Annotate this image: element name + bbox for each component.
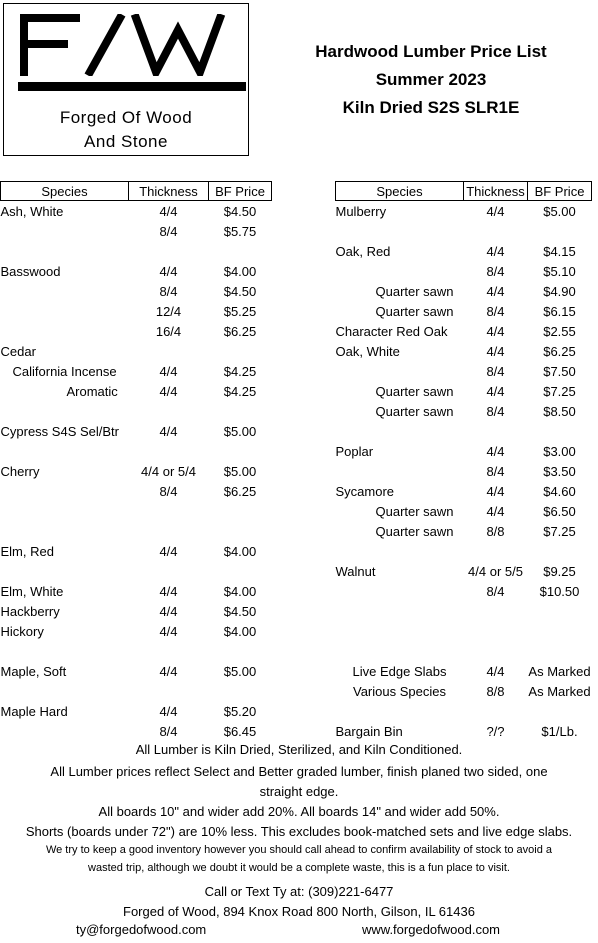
table-row xyxy=(1,721,272,741)
table-row xyxy=(336,501,592,521)
price-cell: $1/Lb. xyxy=(541,723,578,739)
species-cell xyxy=(336,261,464,281)
price-cell: $6.25 xyxy=(223,323,257,339)
price-cell xyxy=(528,701,592,721)
price-cell: $9.25 xyxy=(543,563,576,579)
thickness-cell: 8/4 xyxy=(159,483,178,499)
table-row xyxy=(336,561,592,581)
price-cell: $2.55 xyxy=(543,323,576,339)
thickness-cell: 4/4 xyxy=(159,263,178,279)
table-row xyxy=(1,261,272,281)
thickness-cell: 4/4 or 5/5 xyxy=(468,563,523,579)
species-cell xyxy=(1,301,129,321)
species-cell: Quarter sawn xyxy=(375,523,454,539)
table-row xyxy=(1,641,272,661)
price-cell: $7.25 xyxy=(543,383,576,399)
table-row xyxy=(1,621,272,641)
species-cell xyxy=(336,581,464,601)
page-title: Hardwood Lumber Price List xyxy=(315,42,547,61)
species-cell: Quarter sawn xyxy=(375,303,454,319)
species-cell: Ash, White xyxy=(0,203,64,219)
thickness-cell: 4/4 xyxy=(159,603,178,619)
table-row xyxy=(1,241,272,261)
price-cell: $5.20 xyxy=(223,703,257,719)
species-cell: Cedar xyxy=(0,343,36,359)
table-row xyxy=(1,581,272,601)
table-row xyxy=(1,561,272,581)
species-cell: Various Species xyxy=(353,683,446,699)
table-row xyxy=(1,701,272,721)
price-cell: $5.25 xyxy=(223,303,257,319)
species-header: Species xyxy=(1,182,129,201)
thickness-cell: 8/4 xyxy=(486,583,505,599)
thickness-cell xyxy=(464,701,528,721)
price-cell xyxy=(528,621,592,641)
table-row xyxy=(336,281,592,301)
table-row xyxy=(336,381,592,401)
species-cell: Quarter sawn xyxy=(375,283,454,299)
thickness-cell xyxy=(129,401,209,421)
thickness-cell xyxy=(129,441,209,461)
thickness-cell: 8/4 xyxy=(486,403,505,419)
table-row xyxy=(336,361,592,381)
species-cell xyxy=(1,441,129,461)
thickness-cell xyxy=(464,421,528,441)
species-cell xyxy=(336,621,464,641)
table-row xyxy=(1,481,272,501)
table-row xyxy=(336,261,592,281)
table-row xyxy=(1,301,272,321)
price-cell: As Marked xyxy=(528,683,591,699)
price-cell xyxy=(209,241,272,261)
species-cell: Maple, Soft xyxy=(0,663,67,679)
species-cell xyxy=(336,221,464,241)
thickness-cell: 8/4 xyxy=(159,723,178,739)
thickness-cell: 4/4 xyxy=(159,663,178,679)
table-row xyxy=(336,681,592,701)
species-cell: Mulberry xyxy=(335,203,387,219)
species-cell xyxy=(1,521,129,541)
price-cell: $6.15 xyxy=(543,303,576,319)
thickness-cell xyxy=(464,541,528,561)
price-cell: $4.50 xyxy=(223,203,257,219)
species-header: Species xyxy=(336,182,464,201)
price-cell: $4.00 xyxy=(223,543,257,559)
thickness-cell xyxy=(129,681,209,701)
table-row xyxy=(336,621,592,641)
logo-line-2: And Stone xyxy=(84,132,168,151)
price-cell: $7.50 xyxy=(543,363,576,379)
thickness-cell xyxy=(129,341,209,361)
price-cell xyxy=(209,401,272,421)
thickness-cell: 4/4 xyxy=(159,583,178,599)
price-cell: $5.00 xyxy=(543,203,576,219)
thickness-cell: 8/4 xyxy=(159,223,178,239)
logo-bar xyxy=(18,82,246,91)
species-cell xyxy=(1,321,129,341)
species-cell: Live Edge Slabs xyxy=(352,663,447,679)
price-table-right xyxy=(335,181,592,741)
price-cell xyxy=(209,341,272,361)
price-cell xyxy=(209,501,272,521)
species-cell xyxy=(1,721,129,741)
table-row xyxy=(336,461,592,481)
price-cell: $4.00 xyxy=(223,583,257,599)
species-cell: Basswood xyxy=(0,263,61,279)
price-cell: $6.25 xyxy=(223,483,257,499)
species-cell xyxy=(336,421,464,441)
table-row xyxy=(336,341,592,361)
table-row xyxy=(1,201,272,222)
price-cell: $5.00 xyxy=(223,423,257,439)
price-cell xyxy=(528,601,592,621)
table-row xyxy=(336,721,592,741)
species-cell: Quarter sawn xyxy=(375,503,454,519)
thickness-cell xyxy=(464,641,528,661)
species-cell: Aromatic xyxy=(66,383,118,399)
species-cell xyxy=(1,221,129,241)
table-row xyxy=(1,521,272,541)
website-link[interactable]: www.forgedofwood.com xyxy=(362,922,501,937)
thickness-cell: ?/? xyxy=(486,723,505,739)
species-cell xyxy=(1,561,129,581)
price-cell: $4.60 xyxy=(543,483,576,499)
thickness-cell: 8/4 xyxy=(159,283,178,299)
thickness-cell: 4/4 xyxy=(159,623,178,639)
species-cell xyxy=(336,641,464,661)
table-row xyxy=(1,441,272,461)
price-cell: $4.25 xyxy=(223,383,257,399)
logo xyxy=(3,3,249,156)
thickness-header: Thickness xyxy=(464,182,528,201)
thickness-cell: 8/4 xyxy=(486,263,505,279)
price-cell xyxy=(528,221,592,241)
thickness-cell: 16/4 xyxy=(155,323,182,339)
note-grade-2: straight edge. xyxy=(259,784,339,799)
price-cell xyxy=(209,521,272,541)
thickness-cell: 4/4 xyxy=(486,503,505,519)
species-cell: Oak, White xyxy=(335,343,400,359)
note-grade-1: All Lumber prices reflect Select and Better graded lumber, finish planed two sided, one xyxy=(50,764,548,779)
table-row xyxy=(336,401,592,421)
note-width: All boards 10" and wider add 20%. All boards 14" and wider add 50%. xyxy=(98,804,500,819)
note-shorts: Shorts (boards under 72") are 10% less. This excludes book-matched sets and live edge slabs. xyxy=(25,824,573,839)
table-row xyxy=(1,361,272,381)
table-row xyxy=(1,661,272,681)
price-cell: $6.45 xyxy=(223,723,257,739)
thickness-cell: 12/4 xyxy=(155,303,182,319)
species-cell: Elm, Red xyxy=(0,543,54,559)
table-row xyxy=(1,681,272,701)
species-cell: Quarter sawn xyxy=(375,403,454,419)
table-row xyxy=(336,301,592,321)
price-cell: $3.00 xyxy=(543,443,576,459)
thickness-cell xyxy=(464,601,528,621)
price-cell: $10.50 xyxy=(539,583,580,599)
table-row xyxy=(1,281,272,301)
price-cell: $5.00 xyxy=(223,663,257,679)
species-cell: Elm, White xyxy=(0,583,64,599)
thickness-cell: 4/4 xyxy=(159,383,178,399)
table-row xyxy=(336,641,592,661)
header-row xyxy=(1,182,272,201)
note-kiln: All Lumber is Kiln Dried, Sterilized, and Kiln Conditioned. xyxy=(135,742,463,757)
price-cell xyxy=(209,561,272,581)
table-row xyxy=(336,541,592,561)
thickness-cell: 8/8 xyxy=(486,683,505,699)
thickness-cell: 4/4 xyxy=(159,203,178,219)
species-cell xyxy=(1,481,129,501)
thickness-cell xyxy=(464,221,528,241)
price-cell: $4.15 xyxy=(543,243,576,259)
table-row xyxy=(1,461,272,481)
thickness-cell xyxy=(464,621,528,641)
price-cell xyxy=(528,641,592,661)
species-cell: Hackberry xyxy=(0,603,60,619)
table-row xyxy=(336,701,592,721)
species-cell xyxy=(1,281,129,301)
price-cell xyxy=(209,441,272,461)
table-row xyxy=(336,221,592,241)
thickness-cell: 4/4 xyxy=(486,203,505,219)
price-cell: $5.10 xyxy=(543,263,576,279)
species-cell xyxy=(336,541,464,561)
table-row xyxy=(336,481,592,501)
table-row xyxy=(336,241,592,261)
price-cell: $8.50 xyxy=(543,403,576,419)
table-row xyxy=(1,601,272,621)
logo-line-1: Forged Of Wood xyxy=(59,108,193,127)
species-cell xyxy=(1,641,129,661)
thickness-cell: 4/4 xyxy=(159,423,178,439)
price-cell: $7.25 xyxy=(543,523,576,539)
table-row xyxy=(1,381,272,401)
species-cell xyxy=(336,461,464,481)
thickness-cell: 4/4 xyxy=(486,383,505,399)
table-row xyxy=(1,321,272,341)
thickness-cell xyxy=(129,501,209,521)
price-cell xyxy=(528,541,592,561)
thickness-cell: 8/8 xyxy=(486,523,505,539)
species-cell xyxy=(1,401,129,421)
price-cell: $4.50 xyxy=(223,283,257,299)
price-cell: $3.50 xyxy=(543,463,576,479)
price-cell: As Marked xyxy=(528,663,591,679)
table-row xyxy=(1,401,272,421)
price-cell: $4.90 xyxy=(543,283,576,299)
price-cell xyxy=(209,641,272,661)
species-cell xyxy=(1,501,129,521)
table-row xyxy=(1,541,272,561)
thickness-cell: 4/4 xyxy=(159,703,178,719)
table-row xyxy=(336,661,592,681)
table-row xyxy=(1,341,272,361)
species-cell: Quarter sawn xyxy=(375,383,454,399)
price-cell: $4.25 xyxy=(223,363,257,379)
table-row xyxy=(336,321,592,341)
contact-call: Call or Text Ty at: (309)221-6477 xyxy=(204,884,394,899)
species-cell: Cherry xyxy=(0,463,40,479)
thickness-cell: 4/4 or 5/4 xyxy=(141,463,196,479)
table-row xyxy=(1,501,272,521)
table-row xyxy=(336,201,592,222)
thickness-cell: 4/4 xyxy=(486,283,505,299)
table-row xyxy=(336,521,592,541)
price-header: BF Price xyxy=(528,182,592,201)
species-cell: Walnut xyxy=(335,563,376,579)
price-header: BF Price xyxy=(209,182,272,201)
species-cell: California Incense xyxy=(12,363,117,379)
price-cell: $4.00 xyxy=(223,263,257,279)
thickness-cell: 8/4 xyxy=(486,363,505,379)
thickness-cell xyxy=(129,521,209,541)
species-cell: Maple Hard xyxy=(0,703,68,719)
price-cell: $4.50 xyxy=(223,603,257,619)
species-cell: Cypress S4S Sel/Btr xyxy=(0,423,119,439)
header-row xyxy=(336,182,592,201)
species-cell xyxy=(336,361,464,381)
species-cell: Oak, Red xyxy=(335,243,391,259)
table-row xyxy=(336,421,592,441)
price-cell: $5.00 xyxy=(223,463,257,479)
table-row xyxy=(336,581,592,601)
fw-logo-mark xyxy=(20,14,234,76)
thickness-cell: 8/4 xyxy=(486,463,505,479)
price-cell: $6.25 xyxy=(543,343,576,359)
species-cell: Sycamore xyxy=(335,483,395,499)
thickness-cell xyxy=(129,241,209,261)
thickness-cell: 4/4 xyxy=(486,483,505,499)
thickness-cell xyxy=(129,641,209,661)
season-label: Summer 2023 xyxy=(375,70,487,89)
thickness-cell: 4/4 xyxy=(486,443,505,459)
thickness-cell xyxy=(129,561,209,581)
note-inventory-2: wasted trip, although we doubt it would be a complete waste, this is a fun place to visit. xyxy=(88,862,510,874)
thickness-cell: 4/4 xyxy=(486,343,505,359)
price-cell xyxy=(528,421,592,441)
price-cell: $4.00 xyxy=(223,623,257,639)
table-row xyxy=(336,601,592,621)
table-row xyxy=(1,221,272,241)
price-cell xyxy=(209,681,272,701)
table-row xyxy=(1,421,272,441)
species-cell: Bargain Bin xyxy=(335,723,403,739)
thickness-cell: 4/4 xyxy=(159,363,178,379)
species-cell: Character Red Oak xyxy=(335,323,448,339)
species-cell xyxy=(336,701,464,721)
subtitle: Kiln Dried S2S SLR1E xyxy=(342,98,520,117)
price-cell: $6.50 xyxy=(543,503,576,519)
price-table-left xyxy=(0,181,272,741)
thickness-cell: 4/4 xyxy=(159,543,178,559)
thickness-cell: 4/4 xyxy=(486,323,505,339)
thickness-cell: 4/4 xyxy=(486,663,505,679)
note-inventory-1: We try to keep a good inventory however you should call ahead to confirm availability of stock to avoid a xyxy=(45,844,553,856)
species-cell xyxy=(336,601,464,621)
table-row xyxy=(336,441,592,461)
species-cell xyxy=(1,681,129,701)
species-cell: Poplar xyxy=(335,443,374,459)
thickness-cell: 4/4 xyxy=(486,243,505,259)
thickness-cell: 8/4 xyxy=(486,303,505,319)
species-cell: Hickory xyxy=(0,623,44,639)
species-cell xyxy=(1,241,129,261)
price-cell: $5.75 xyxy=(223,223,257,239)
email-link[interactable]: ty@forgedofwood.com xyxy=(76,922,207,937)
thickness-header: Thickness xyxy=(129,182,209,201)
contact-address: Forged of Wood, 894 Knox Road 800 North, Gilson, IL 61436 xyxy=(123,904,475,919)
